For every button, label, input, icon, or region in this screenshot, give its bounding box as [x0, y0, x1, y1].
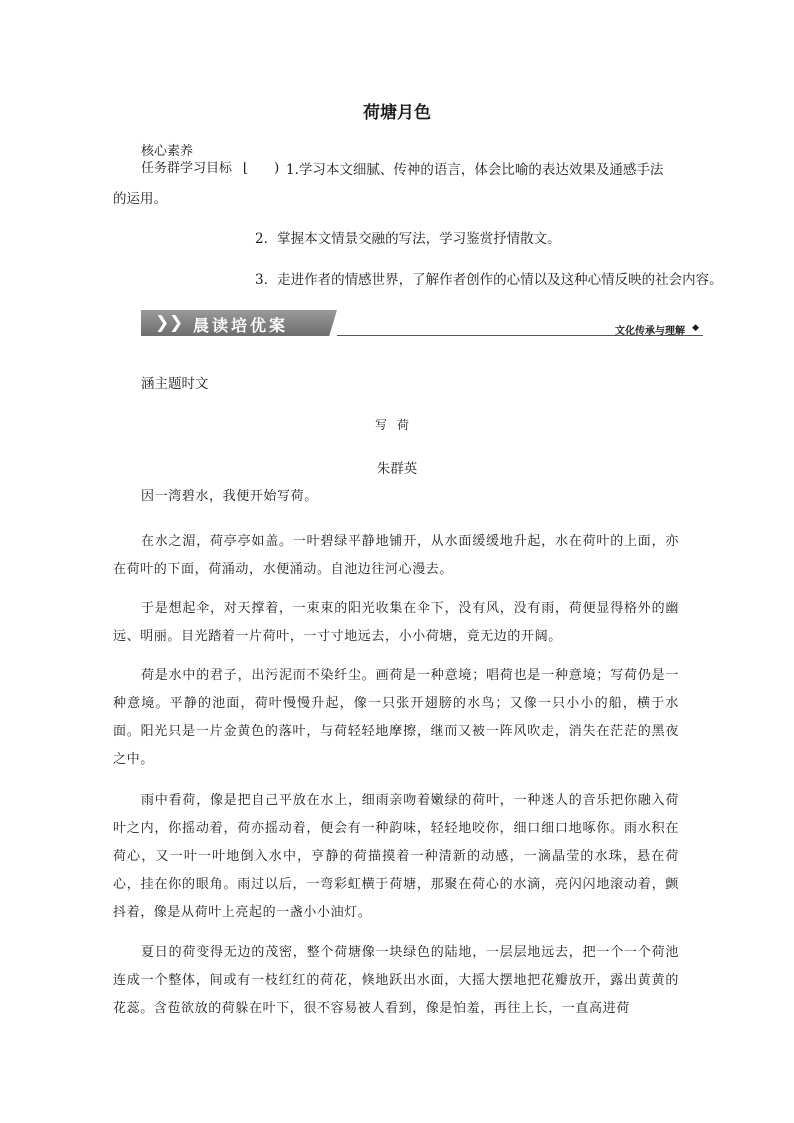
diamond-icon: ◆ [692, 323, 699, 333]
essay-author: 朱群英 [376, 461, 418, 477]
page-title: 荷塘月色 [363, 103, 431, 123]
goals-bracket: ⌊ ) [243, 161, 280, 176]
goal-item-1: 1.学习本文细腻、传神的语言，体会比喻的表达效果及通感手法 [286, 162, 664, 178]
paragraph: 于是想起伞，对天撑着，一束束的阳光收集在伞下，没有风，没有雨，荷便显得格外的幽远、明丽。目光踏着一片荷叶，一寸寸地远去，小小荷塘，竟无边的开阔。 [113, 601, 679, 644]
goal-item-2: 2．掌握本文情景交融的写法，学习鉴赏抒情散文。 [255, 231, 561, 247]
paragraph: 荷是水中的君子，出污泥而不染纤尘。画荷是一种意境；唱荷也是一种意境；写荷仍是一种意境。平静的池面，荷叶慢慢升起，像一只张开翅膀的水鸟；又像一只小小的船，横于水面。阳光只是一片金黄色的落叶，与荷轻轻地摩擦，继而又被一阵风吹走，消失在茫茫的黑夜之中。 [113, 668, 679, 767]
section-banner [141, 310, 703, 340]
paragraph: 在水之湄，荷亭亭如盖。一叶碧绿平静地铺开，从水面缓缓地升起，水在荷叶的上面，亦在荷叶的下面，荷涌动，水便涌动。自池边往河心漫去。 [113, 534, 679, 577]
paragraph: 夏日的荷变得无边的茂密，整个荷塘像一块绿色的陆地，一层层地远去，把一个一个荷池连成一个整体，间或有一枝红红的荷花，倏地跃出水面，大摇大摆地把花瓣放开，露出黄黄的花蕊。含苞欲放的荷躲在叶下，很不容易被人看到，像是怕羞，再往上长，一直高进荷 [113, 945, 679, 1016]
goals-label-line1: 核心素养 [141, 144, 194, 159]
goal-item-1-end: 的运用。 [113, 191, 167, 207]
paragraph: 雨中看荷，像是把自己平放在水上，细雨亲吻着嫩绿的荷叶，一种迷人的音乐把你融入荷叶之内，你摇动着，荷亦摇动着，便会有一种韵味，轻轻地咬你，细口细口地啄你。雨水积在荷心，又一叶一叶地倒入水中，亨静的荷描摸着一种清新的动感，一滴晶莹的水珠，悬在荷心，挂在你的眼角。雨过以后，一弯彩虹横于荷塘，那聚在荷心的水滴，亮闪闪地滚动着，颤抖着，像是从荷叶上亮起的一盏小小油灯。 [113, 793, 679, 920]
paragraph: 因一湾碧水，我便开始写荷。 [141, 489, 318, 504]
goals-label [141, 143, 232, 177]
banner-title: 晨读培优案 [193, 316, 289, 335]
section-label: 涵主题时文 [141, 376, 209, 392]
banner-right-label: 文化传承与理解 [615, 326, 685, 337]
essay-title: 写荷 [374, 418, 419, 432]
goal-item-3: 3．走进作者的情感世界，了解作者创作的心情以及这种心情反映的社会内容。 [255, 272, 723, 288]
chevron-right-icon: ❯ [155, 313, 170, 333]
chevron-right-icon: ❯ [169, 313, 184, 333]
goals-label-line2: 任务群学习目标 [141, 161, 233, 176]
